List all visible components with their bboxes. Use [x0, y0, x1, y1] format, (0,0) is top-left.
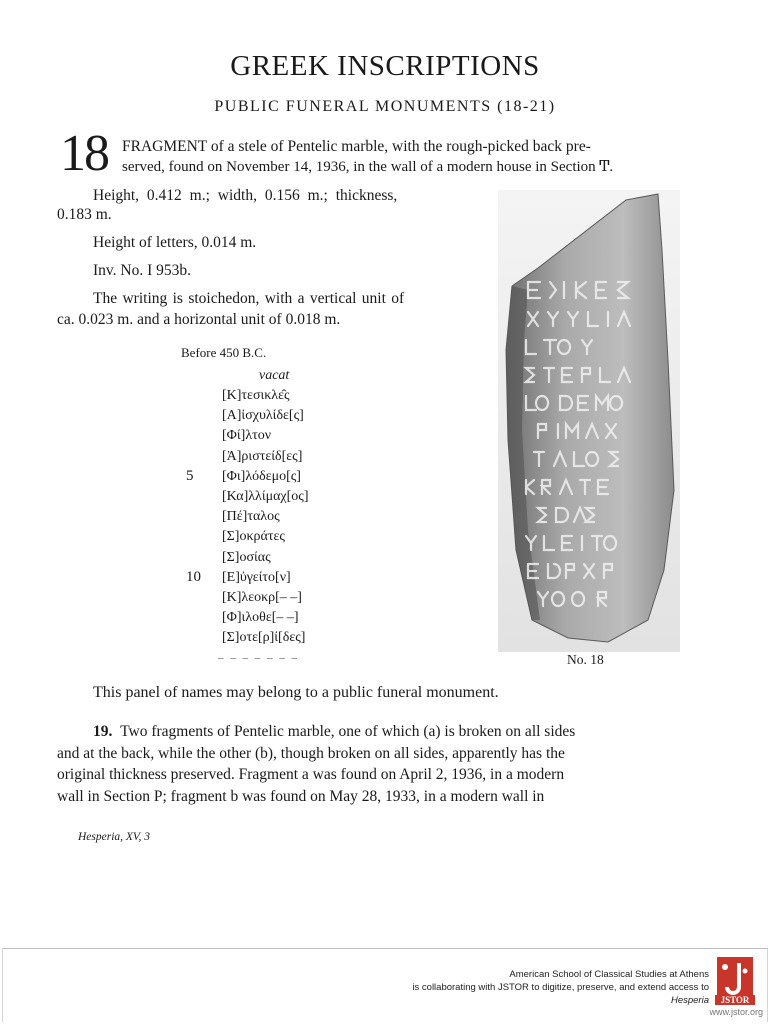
- stoichedon-note: ca. 0.023 m. and a horizontal unit of 0.018 m.: [57, 311, 341, 328]
- section-subtitle: PUBLIC FUNERAL MONUMENTS (18-21): [214, 98, 556, 115]
- entry-18-description-line: served, found on November 14, 1936, in the wall of a modern house in Section Ͳ.: [122, 159, 614, 175]
- jstor-statement: is collaborating with JSTOR to digitize, preserve, and extend access to: [412, 982, 709, 993]
- inscription-line: [Ἀ]ριστείδ[ες]: [222, 448, 303, 464]
- inscription-line: [Σ]οτε[ρ]ί[δες]: [222, 630, 306, 646]
- dimensions-line: Height, 0.412 m.; width, 0.156 m.; thickness,: [93, 187, 398, 204]
- jstor-logo-icon[interactable]: [715, 957, 755, 1013]
- entry-19-line: [93, 723, 575, 741]
- journal-reference: Hesperia, XV, 3: [78, 831, 150, 843]
- inscription-line-number: 5: [186, 467, 194, 484]
- entry-18-description-line: FRAGMENT of a stele of Pentelic marble, with the rough-picked back pre-: [122, 138, 591, 155]
- entry-19-line: original thickness preserved. Fragment a was found on April 2, 1936, in a modern: [57, 766, 565, 783]
- inscription-line: [Κ]τεσικλε̂ς: [222, 388, 290, 403]
- stoichedon-note: The writing is stoichedon, with a vertical unit of: [93, 290, 405, 307]
- inscription-line: [Φι]λόδεμο[ς]: [222, 468, 301, 484]
- inscription-line: [Σ]οσίας: [222, 549, 271, 565]
- inscription-line: [Α]ἰσχυλίδε[ς]: [222, 408, 304, 424]
- entry-number-18: 18: [60, 125, 108, 182]
- inscription-line: [Ε]ὐγείτο[ν]: [222, 569, 291, 585]
- page-title: GREEK INSCRIPTIONS: [230, 50, 540, 82]
- jstor-publisher: American School of Classical Studies at Athens: [509, 969, 709, 980]
- inscription-line: [Πέ]ταλος: [222, 509, 280, 525]
- inscription-vacat: vacat: [259, 368, 290, 383]
- svg-text:JSTOR: JSTOR: [720, 995, 750, 1005]
- jstor-banner: [2, 948, 768, 1022]
- inscription-date: Before 450 B.C.: [181, 345, 267, 360]
- inscription-line-number: 10: [186, 568, 201, 585]
- entry-19-line: and at the back, while the other (b), though broken on all sides, apparently has the: [57, 745, 565, 762]
- inscription-line: [Φί]λτον: [222, 428, 272, 444]
- inventory-number: Inv. No. I 953b.: [93, 262, 192, 279]
- photo-caption: No. 18: [567, 652, 604, 667]
- inscription-end-marker: – – – – – – –: [218, 652, 299, 664]
- stele-photograph: [498, 190, 680, 652]
- inscription-line: [Σ]οκράτες: [222, 529, 285, 545]
- entry-19-line: wall in Section P; fragment b was found on May 28, 1933, in a modern wall in: [57, 788, 545, 805]
- dimensions-line: 0.183 m.: [57, 206, 112, 223]
- inscription-line: [Φ]ιλοθε[– –]: [222, 610, 299, 626]
- entry-number-19: 19.: [93, 723, 113, 740]
- letter-height: Height of letters, 0.014 m.: [93, 234, 257, 251]
- jstor-journal: Hesperia: [670, 995, 709, 1006]
- inscription-line: [Κ]λεοκρ[– –]: [222, 590, 302, 605]
- closing-note: This panel of names may belong to a public funeral monument.: [93, 684, 499, 701]
- entry-19-text: Two fragments of Pentelic marble, one of which (a) is broken on all sides: [120, 723, 576, 740]
- inscription-line: [Κα]λλίμαχ[ος]: [222, 489, 309, 504]
- jstor-url-link[interactable]: www.jstor.org: [709, 1007, 763, 1017]
